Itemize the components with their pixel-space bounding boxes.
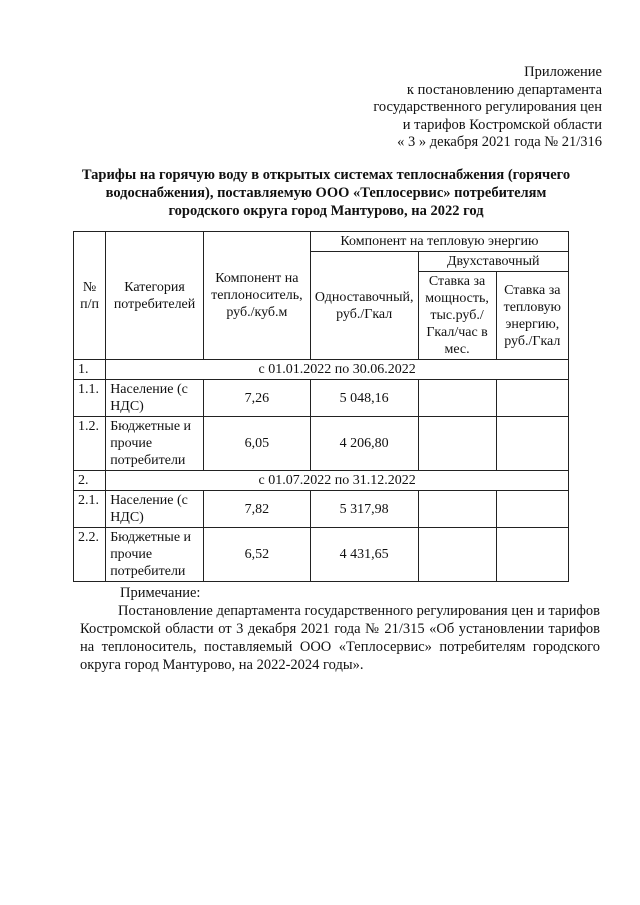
appendix-block <box>373 64 602 152</box>
row-carrier: 7,82 <box>203 491 310 528</box>
period-label: с 01.01.2022 по 30.06.2022 <box>106 360 569 380</box>
row-carrier: 7,26 <box>203 380 310 417</box>
row-capacity-rate <box>418 380 496 417</box>
row-num: 1.1. <box>74 380 106 417</box>
appendix-line: государственного регулирования цен <box>373 99 602 115</box>
document-title: Тарифы на горячую воду в открытых системах теплоснабжения (горячего водоснабжения), поставляемую ООО «Теплосервис» потребителям городского округа город Мантурово, на 2022 год <box>81 167 571 219</box>
row-category: Бюджетные и прочие потребители <box>106 417 204 471</box>
note-text: Постановление департамента государственного регулирования цен и тарифов Костромской области от 3 декабря 2021 года № 21/315 «Об установлении тарифов на теплоноситель, поставляемый ООО «Теплосервис» потребителям городского округа город Мантурово, на 2022-2024 годы». <box>80 603 600 673</box>
appendix-line: и тарифов Костромской области <box>402 116 602 133</box>
header-two-rate: Двухставочный <box>418 252 568 272</box>
header-row <box>74 232 569 252</box>
row-capacity-rate <box>418 528 496 582</box>
row-category: Население (с НДС) <box>106 491 204 528</box>
header-category: Категория потребителей <box>106 232 204 360</box>
appendix-line: Приложение <box>524 64 602 80</box>
header-carrier: Компонент на теплоноситель, руб./куб.м <box>203 232 310 360</box>
row-category: Бюджетные и прочие потребители <box>106 528 204 582</box>
period-label: с 01.07.2022 по 31.12.2022 <box>106 471 569 491</box>
period-row <box>74 360 569 380</box>
appendix-line: « 3 » декабря 2021 года № 21/316 <box>397 134 602 150</box>
table-row <box>74 491 569 528</box>
row-num: 2.1. <box>74 491 106 528</box>
period-num: 1. <box>74 360 106 380</box>
table-row <box>74 528 569 582</box>
note-block <box>80 584 600 674</box>
row-capacity-rate <box>418 491 496 528</box>
row-capacity-rate <box>418 417 496 471</box>
tariff-table <box>73 231 569 582</box>
row-carrier: 6,05 <box>203 417 310 471</box>
row-num: 2.2. <box>74 528 106 582</box>
header-single-rate: Одноставочный, руб./Гкал <box>310 252 418 360</box>
period-row <box>74 471 569 491</box>
row-energy-rate <box>496 491 568 528</box>
row-carrier: 6,52 <box>203 528 310 582</box>
note-label: Примечание: <box>120 585 201 601</box>
header-energy-rate: Ставка за тепловую энергию, руб./Гкал <box>496 272 568 360</box>
row-energy-rate <box>496 380 568 417</box>
header-num: № п/п <box>74 232 106 360</box>
table-row <box>74 417 569 471</box>
row-category: Население (с НДС) <box>106 380 204 417</box>
row-single-rate: 4 206,80 <box>310 417 418 471</box>
period-num: 2. <box>74 471 106 491</box>
row-num: 1.2. <box>74 417 106 471</box>
table-row <box>74 380 569 417</box>
row-single-rate: 5 317,98 <box>310 491 418 528</box>
appendix-line: к постановлению департамента <box>406 81 602 98</box>
row-single-rate: 5 048,16 <box>310 380 418 417</box>
row-energy-rate <box>496 528 568 582</box>
header-capacity-rate: Ставка за мощность, тыс.руб./Гкал/час в мес. <box>418 272 496 360</box>
row-energy-rate <box>496 417 568 471</box>
row-single-rate: 4 431,65 <box>310 528 418 582</box>
header-energy-group: Компонент на тепловую энергию <box>310 232 568 252</box>
